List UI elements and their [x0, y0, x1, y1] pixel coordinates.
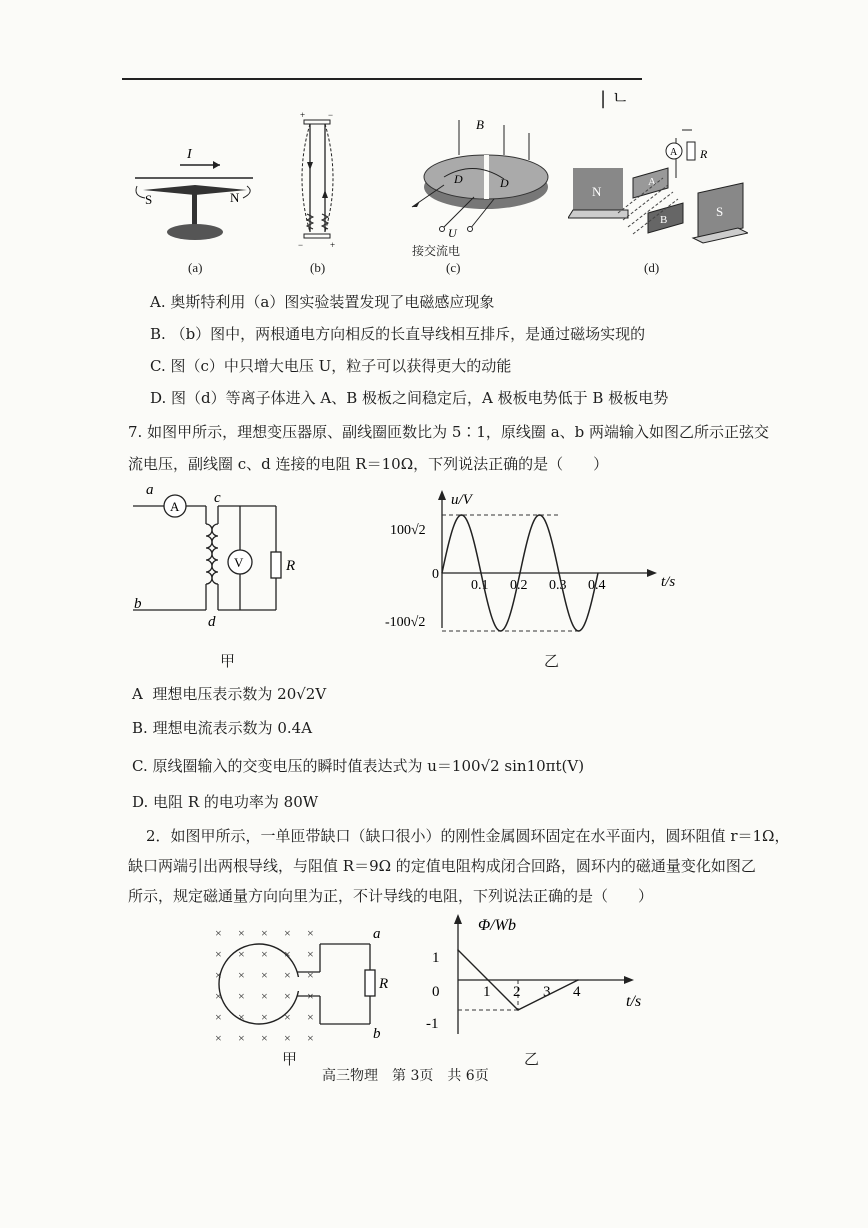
field-cross: × [215, 926, 222, 940]
svg-text:D: D [454, 172, 463, 186]
svg-text:B: B [660, 214, 668, 226]
q2-stem-line3: 所示，规定磁通量方向向里为正，不计导线的电阻，下列说法正确的是（ ） [128, 887, 654, 905]
field-cross: × [284, 1010, 291, 1024]
field-cross: × [284, 947, 291, 961]
flux-y-label: Φ/Wb [478, 917, 516, 934]
top-mark: | ㄴ [600, 88, 630, 109]
svg-text:+: + [330, 240, 336, 250]
y-tick-bottom: -100√2 [385, 615, 426, 630]
field-cross: × [261, 947, 268, 961]
figure-a-compass [125, 140, 265, 250]
svg-text:R: R [379, 976, 389, 992]
svg-text:a: a [373, 926, 381, 942]
svg-text:D: D [500, 176, 509, 190]
q7-stem-line2: 流电压，副线圈 c、d 连接的电阻 R＝10Ω，下列说法正确的是（ ） [128, 455, 609, 473]
q6-option-a: A. 奥斯特利用（a）图实验装置发现了电磁感应现象 [150, 293, 495, 311]
flux-x-tick: 3 [543, 984, 551, 1000]
field-cross: × [307, 947, 314, 961]
x-tick-label: 0.4 [588, 578, 606, 593]
field-cross: × [307, 926, 314, 940]
ac-label: 接交流电 [412, 244, 461, 258]
q7-caption-yi: 乙 [544, 652, 560, 670]
q7-transformer-circuit [128, 480, 298, 630]
svg-text:b: b [373, 1026, 381, 1042]
q2-flux-graph [420, 910, 670, 1040]
caption-c: (c) [446, 260, 461, 275]
q6-option-b: B. （b）图中，两根通电方向相反的长直导线相互排斥，是通过磁场实现的 [150, 325, 646, 343]
caption-a: (a) [188, 260, 203, 275]
field-cross: × [261, 989, 268, 1003]
q7-option-b: B. 理想电流表示数为 0.4A [132, 719, 313, 737]
q6-option-d: D. 图（d）等离子体进入 A、B 极板之间稳定后，A 极板电势低于 B 极板电势 [150, 389, 669, 407]
figure-d-mhd [568, 118, 748, 248]
field-cross: × [307, 968, 314, 982]
svg-text:−: − [298, 240, 304, 250]
svg-text:b: b [134, 596, 142, 612]
field-cross: × [261, 968, 268, 982]
field-label: B [476, 117, 484, 132]
field-cross: × [215, 989, 222, 1003]
flux-x-tick: 2 [513, 984, 521, 1000]
x-tick-label: 0.3 [549, 578, 567, 593]
y-tick-zero: 0 [432, 567, 439, 582]
svg-text:A: A [170, 499, 180, 514]
figure-c-cyclotron [404, 115, 564, 260]
q2-ring-circuit [205, 922, 405, 1047]
flux-y-tick-0: 0 [432, 984, 440, 1000]
north-label: N [230, 190, 240, 205]
field-cross: × [215, 968, 222, 982]
field-cross: × [307, 989, 314, 1003]
svg-text:A: A [670, 147, 678, 158]
q7-option-c: C. 原线圈输入的交变电压的瞬时值表达式为 u＝100√2 sin10πt(V) [132, 757, 585, 775]
field-cross: × [261, 1010, 268, 1024]
current-label: I [187, 147, 192, 162]
figure-b-wires [292, 110, 342, 252]
y-tick-top: 100√2 [390, 523, 426, 538]
svg-text:c: c [214, 490, 221, 506]
field-cross: × [261, 926, 268, 940]
field-cross: × [215, 1031, 222, 1045]
svg-text:−: − [328, 110, 334, 120]
header-rule [122, 78, 642, 80]
x-tick-label: 0.1 [471, 578, 489, 593]
svg-text:U: U [448, 226, 457, 240]
field-cross: × [238, 968, 245, 982]
y-axis-label: u/V [451, 492, 472, 508]
page-footer: 高三物理 第 3页 共 6页 [322, 1068, 489, 1084]
field-cross: × [307, 1010, 314, 1024]
svg-text:S: S [716, 204, 724, 219]
caption-b: (b) [310, 260, 326, 275]
q7-caption-jia: 甲 [220, 652, 236, 670]
svg-text:+: + [300, 110, 306, 120]
svg-text:a: a [146, 482, 154, 498]
field-cross: × [238, 1010, 245, 1024]
field-cross: × [238, 1031, 245, 1045]
q7-stem-line1: 7. 如图甲所示，理想变压器原、副线圈匝数比为 5∶1，原线圈 a、b 两端输入如图乙所示正弦交 [128, 423, 770, 441]
svg-text:A: A [648, 176, 656, 188]
field-cross: × [284, 989, 291, 1003]
q7-voltage-graph [385, 488, 690, 638]
field-cross: × [261, 1031, 268, 1045]
field-cross: × [284, 926, 291, 940]
svg-text:R: R [286, 558, 296, 574]
field-cross: × [238, 947, 245, 961]
svg-text:d: d [208, 614, 216, 630]
south-label: S [145, 192, 153, 207]
flux-x-label: t/s [626, 993, 642, 1010]
field-cross: × [238, 989, 245, 1003]
field-cross: × [284, 1031, 291, 1045]
q2-stem-line1: 2．如图甲所示，一单匝带缺口（缺口很小）的刚性金属圆环固定在水平面内，圆环阻值 r＝1Ω， [146, 827, 790, 845]
q6-option-c: C. 图（c）中只增大电压 U，粒子可以获得更大的动能 [150, 357, 512, 375]
field-cross: × [307, 1031, 314, 1045]
flux-x-tick: 4 [573, 984, 581, 1000]
field-cross: × [215, 947, 222, 961]
field-cross: × [284, 968, 291, 982]
x-tick-label: 0.2 [510, 578, 528, 593]
q2-caption-yi: 乙 [524, 1050, 540, 1068]
x-axis-label: t/s [661, 574, 676, 590]
flux-y-tick-m1: -1 [426, 1016, 439, 1032]
flux-x-tick: 1 [483, 984, 491, 1000]
flux-y-tick-1: 1 [432, 950, 440, 966]
caption-d: (d) [644, 260, 660, 275]
svg-text:N: N [592, 184, 602, 199]
svg-text:V: V [234, 555, 244, 570]
q7-option-a: A 理想电压表示数为 20√2V [132, 685, 327, 703]
q2-stem-line2: 缺口两端引出两根导线，与阻值 R＝9Ω 的定值电阻构成闭合回路，圆环内的磁通量变化如图乙 [128, 857, 756, 875]
field-cross: × [215, 1010, 222, 1024]
svg-text:R: R [700, 147, 708, 161]
q2-caption-jia: 甲 [282, 1050, 298, 1068]
q7-option-d: D. 电阻 R 的电功率为 80W [132, 793, 319, 811]
field-cross: × [238, 926, 245, 940]
